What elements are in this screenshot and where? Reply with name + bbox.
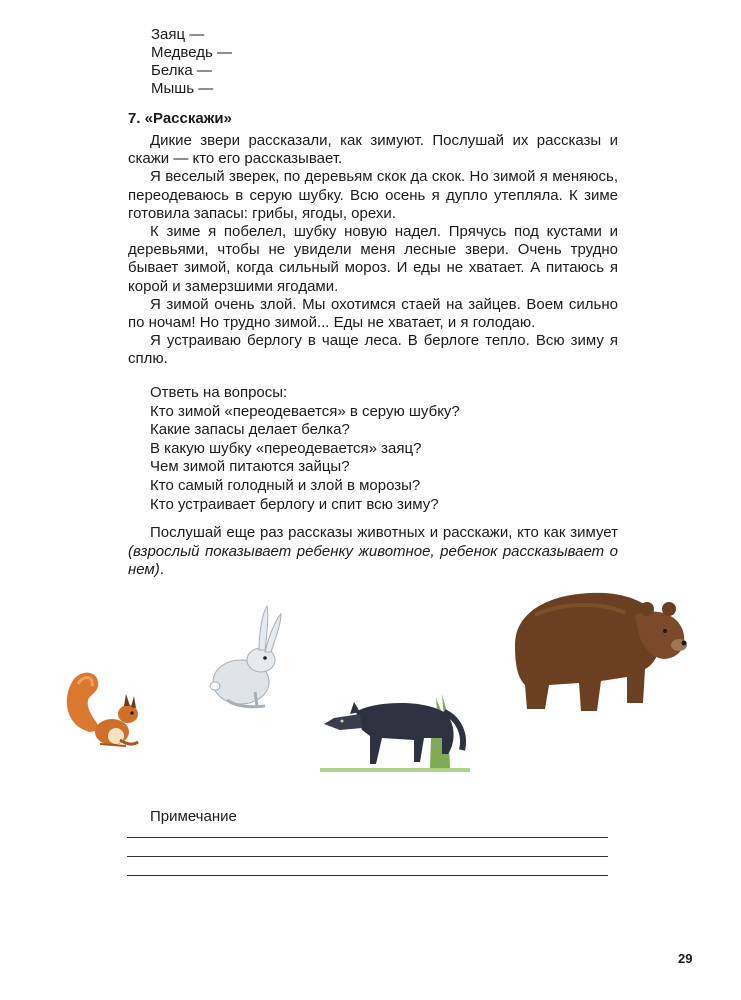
- story-squirrel: Я веселый зверек, по деревьям скок да скок. Но зимой я меняюсь, переодеваюсь в серую шубку. Всю осень я дупло утепляла. К зиме готовила запасы: грибы, ягоды, орехи.: [128, 168, 618, 222]
- animal-answer-list: [151, 26, 232, 98]
- answer-line-bear: Медведь —: [151, 44, 232, 61]
- question-item: Чем зимой питаются зайцы?: [150, 458, 350, 476]
- wolf-illustration: [320, 668, 470, 776]
- question-item: Кто зимой «переодевается» в серую шубку?: [150, 402, 460, 420]
- answer-line-squirrel: Белка —: [151, 62, 212, 79]
- answer-line-hare: Заяц —: [151, 26, 205, 43]
- note-line: [127, 875, 608, 876]
- retell-instruction: Послушай еще раз рассказы животных и расскажи, кто как зимует (взрослый показывает ребенку животное, ребенок рассказывает о нем).: [128, 524, 618, 578]
- hare-illustration: [205, 600, 290, 715]
- squirrel-illustration: [60, 664, 150, 754]
- question-item: В какую шубку «переодевается» заяц?: [150, 439, 422, 457]
- question-item: Кто устраивает берлогу и спит всю зиму?: [150, 495, 439, 513]
- questions-block: [150, 384, 460, 514]
- retell-italic-note: (взрослый показывает ребенку животное, ребенок рассказывает о нем): [128, 542, 618, 578]
- page-number: 29: [678, 951, 693, 966]
- task-heading: 7. «Расскажи»: [128, 110, 232, 127]
- stories-text: [128, 132, 618, 369]
- task-intro: Дикие звери рассказали, как зимуют. Послушай их рассказы и скажи — кто его рассказывает.: [128, 132, 618, 168]
- bear-illustration: [505, 585, 690, 720]
- note-line: [127, 856, 608, 857]
- story-hare: К зиме я побелел, шубку новую надел. Прячусь под кустами и деревьями, чтобы не увидели меня лесные звери. Очень трудно бывает зимой, когда сильный мороз. И еды не хватает. А питаюсь я корой и замерзшими ягодами.: [128, 223, 618, 295]
- retell-text: Послушай еще раз рассказы животных и расскажи, кто как зимует: [150, 524, 618, 541]
- answer-line-mouse: Мышь —: [151, 80, 214, 97]
- story-wolf: Я зимой очень злой. Мы охотимся стаей на зайцев. Воем сильно по ночам! Но трудно зимой... Еды не хватает, и я голодаю.: [128, 295, 618, 332]
- note-label: Примечание: [150, 808, 237, 825]
- story-bear: Я устраиваю берлогу в чаще леса. В берлоге тепло. Всю зиму я сплю.: [128, 332, 618, 368]
- question-item: Какие запасы делает белка?: [150, 421, 350, 439]
- question-item: Кто самый голодный и злой в морозы?: [150, 476, 421, 494]
- note-line: [127, 837, 608, 838]
- questions-intro: Ответь на вопросы:: [150, 384, 288, 401]
